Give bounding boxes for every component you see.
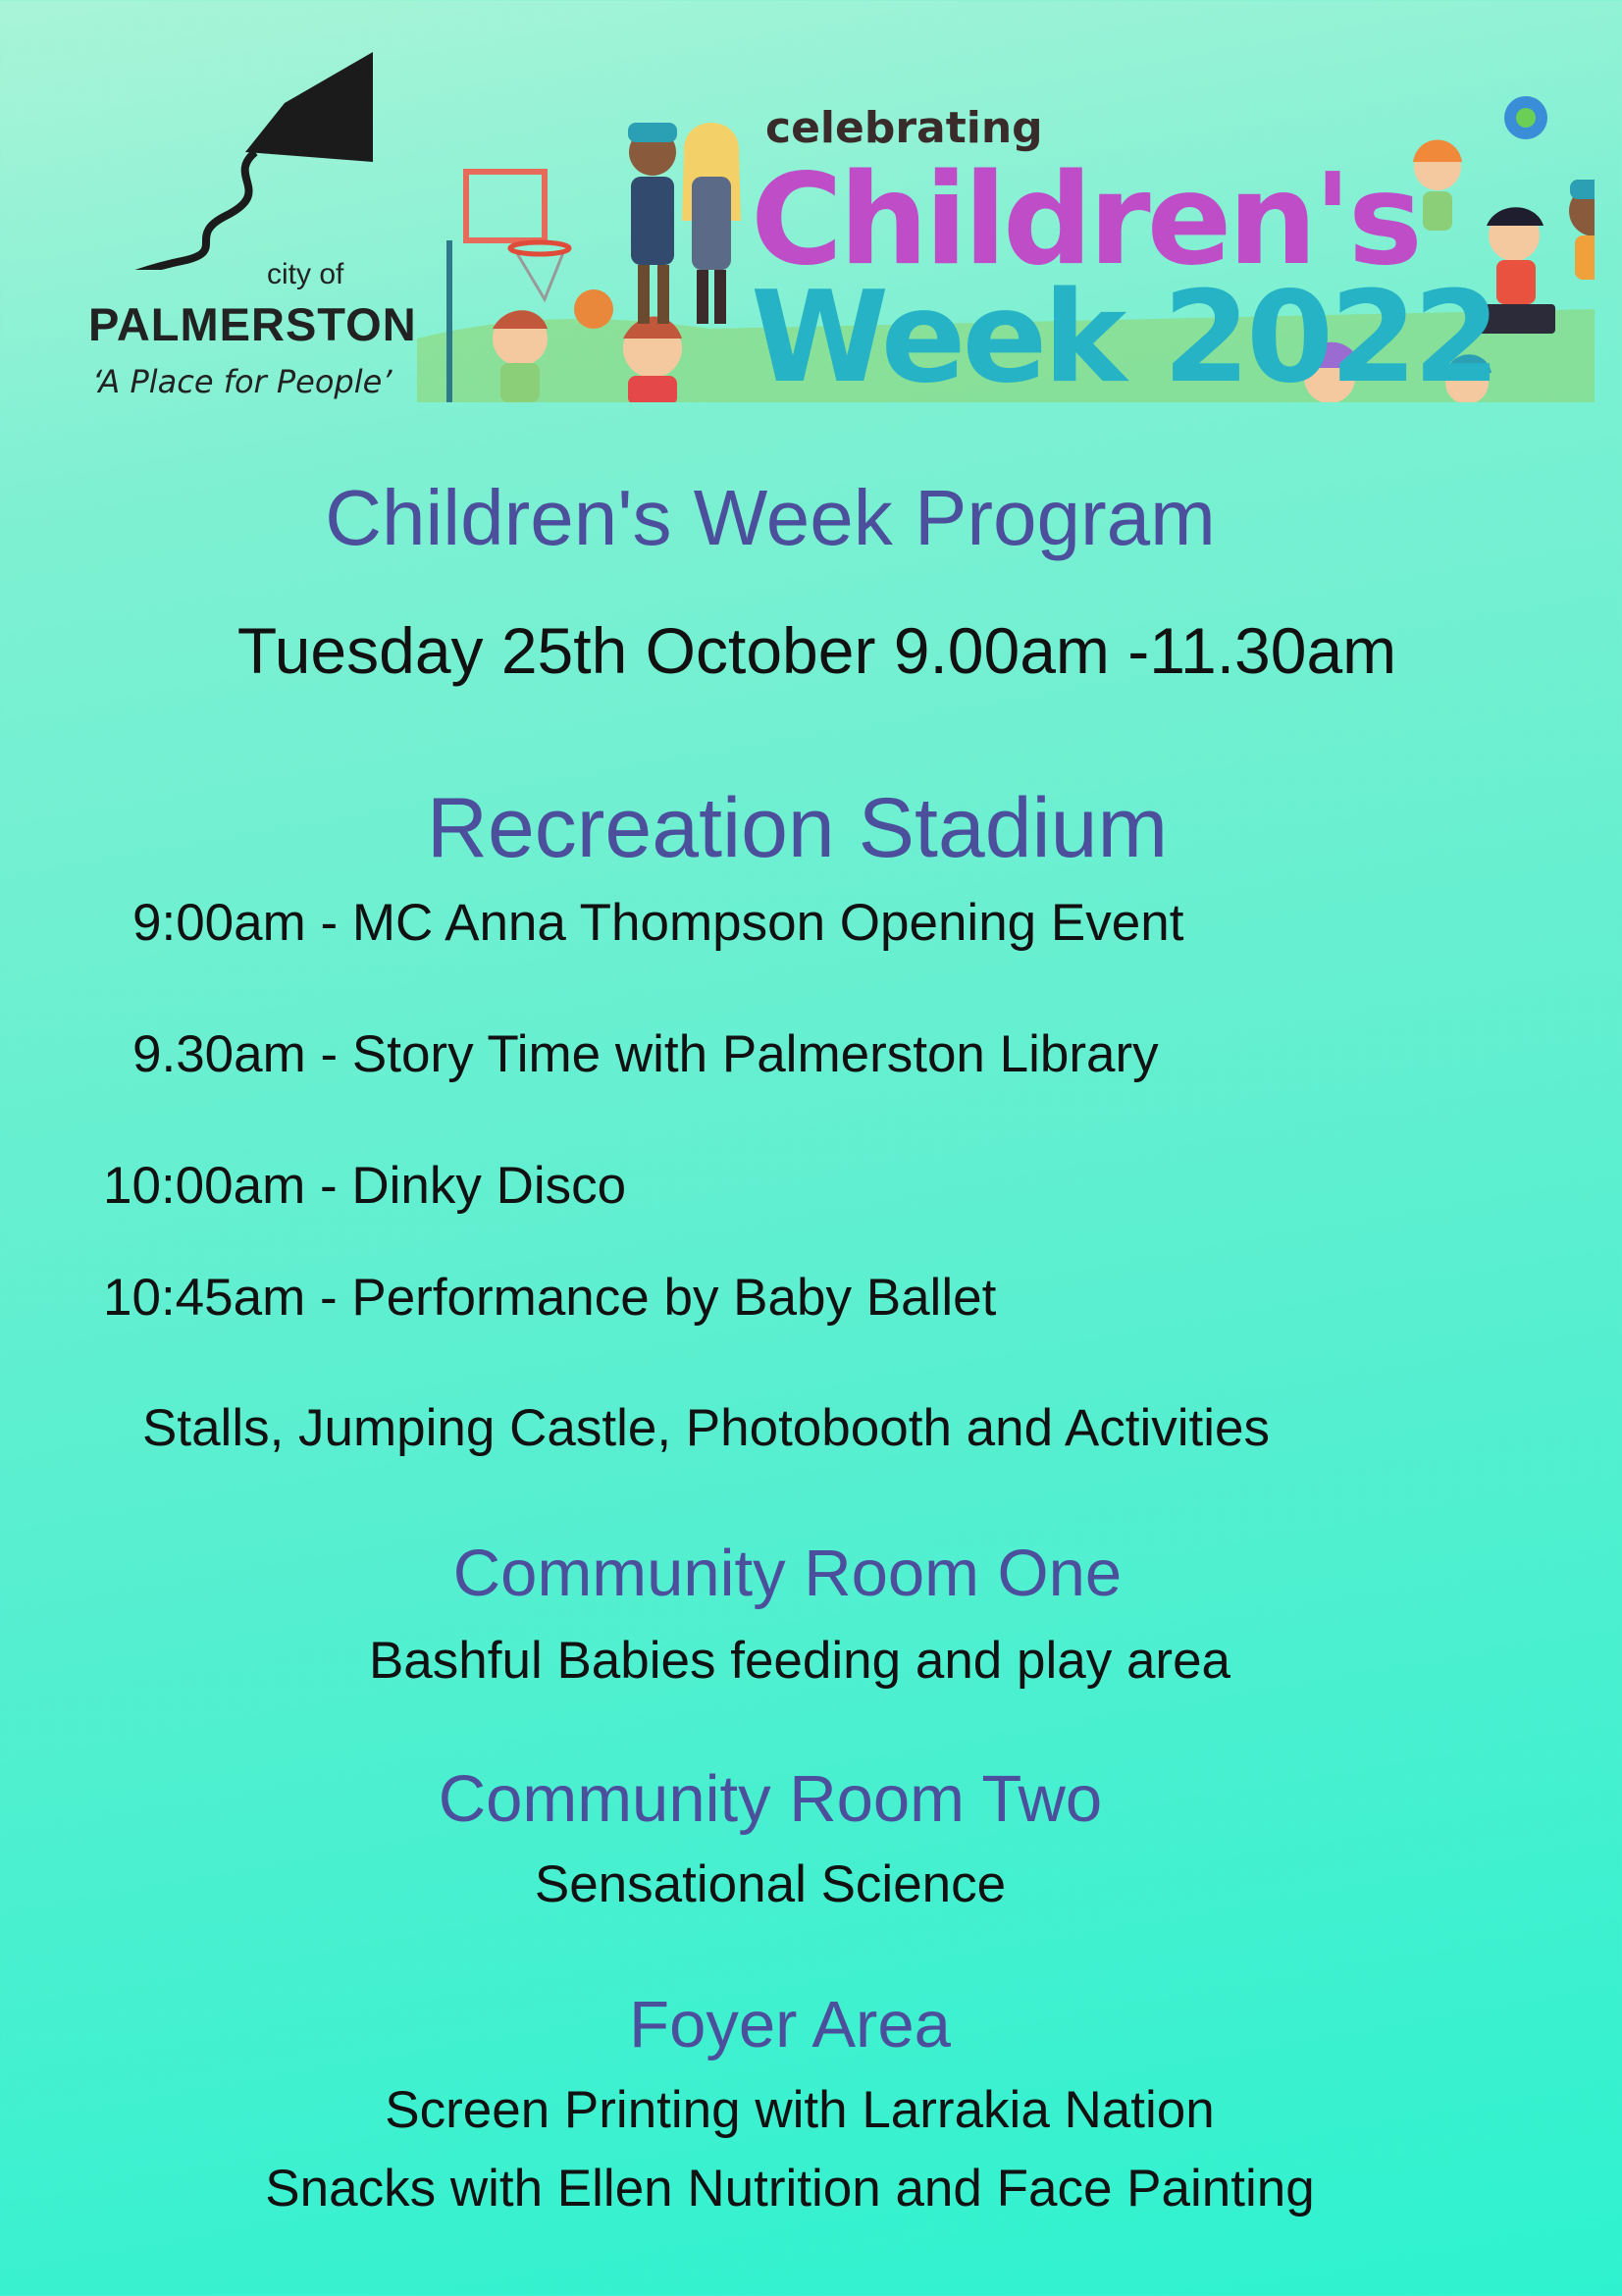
palmerston-logo [78, 44, 417, 417]
stadium-extras: Stalls, Jumping Castle, Photobooth and Activities [142, 1399, 1270, 1457]
childrens-week-banner [417, 64, 1595, 411]
foyer-heading: Foyer Area [629, 1988, 951, 2061]
schedule-item: 9:00am - MC Anna Thompson Opening Event [132, 894, 1184, 952]
logo-city-of: city of [267, 258, 344, 290]
program-title: Children's Week Program [325, 474, 1216, 561]
room-one-desc: Bashful Babies feeding and play area [368, 1632, 1231, 1690]
logo-name: PALMERSTON [88, 298, 417, 350]
kite-icon [78, 44, 392, 270]
schedule-item: 10:45am - Performance by Baby Ballet [103, 1269, 997, 1327]
foyer-line-1: Screen Printing with Larrakia Nation [385, 2081, 1215, 2139]
schedule-item: 9.30am - Story Time with Palmerston Library [132, 1025, 1159, 1083]
room-two-desc: Sensational Science [534, 1855, 1007, 1913]
stadium-heading: Recreation Stadium [426, 781, 1169, 875]
schedule-item: 10:00am - Dinky Disco [103, 1157, 627, 1215]
room-two-heading: Community Room Two [438, 1762, 1103, 1836]
foyer-line-2: Snacks with Ellen Nutrition and Face Painting [265, 2160, 1315, 2218]
banner-week-2022: Week 2022 [751, 265, 1497, 411]
banner-celebrating: celebrating [765, 103, 1043, 153]
banner-childrens: Children's [751, 147, 1419, 293]
logo-tagline: ‘A Place for People’ [92, 363, 392, 400]
room-one-heading: Community Room One [452, 1537, 1123, 1610]
program-date: Tuesday 25th October 9.00am -11.30am [236, 614, 1397, 687]
